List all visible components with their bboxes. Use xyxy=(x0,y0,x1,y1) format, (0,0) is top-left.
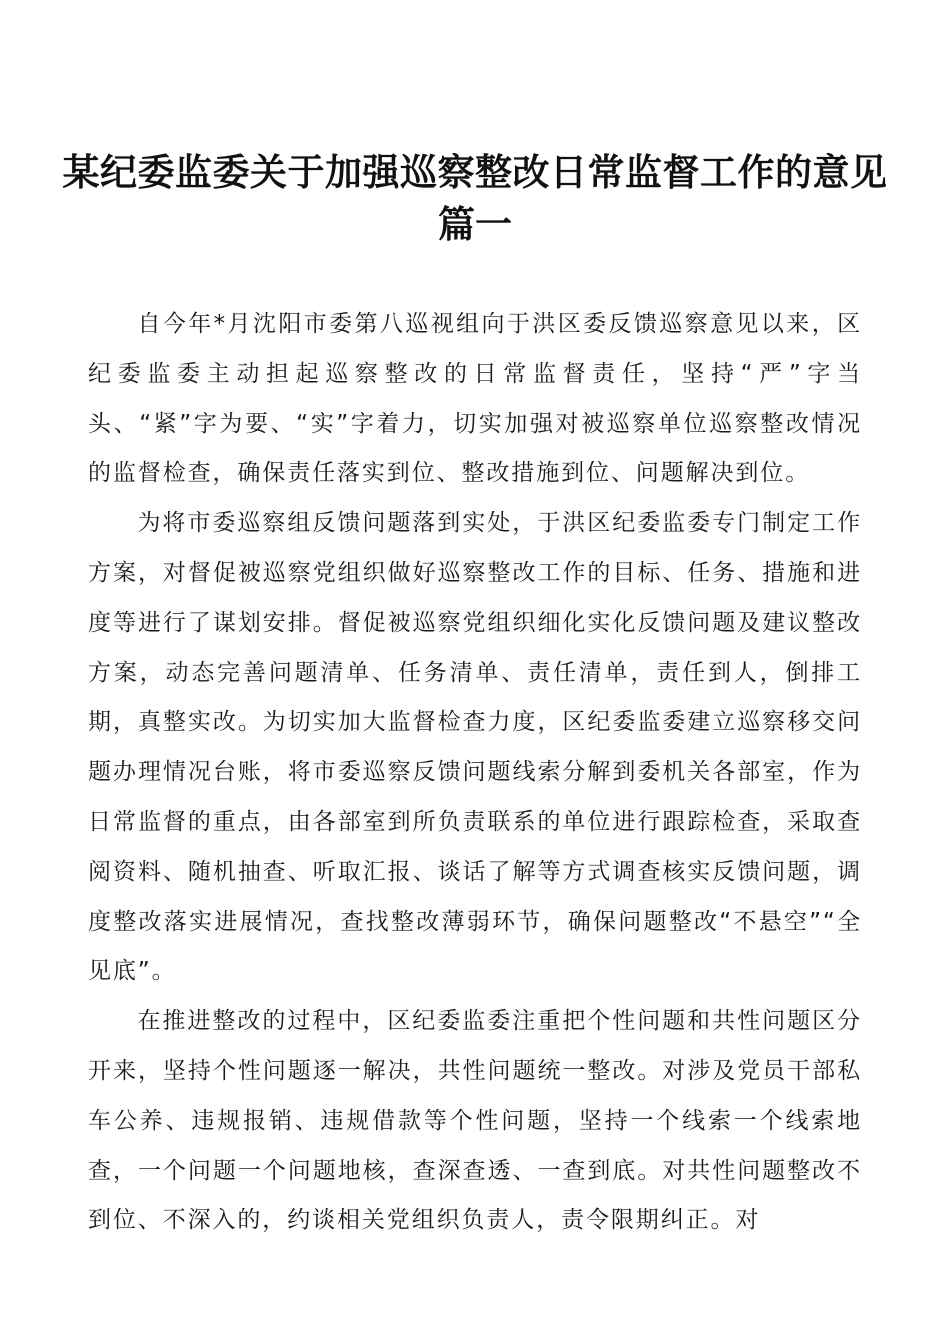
document-title: 某纪委监委关于加强巡察整改日常监督工作的意见 xyxy=(62,150,888,194)
document-subtitle: 篇一 xyxy=(438,202,512,246)
paragraph-2: 为将市委巡察组反馈问题落到实处，于洪区纪委监委专门制定工作方案，对督促被巡察党组织做好巡察整改工作的目标、任务、措施和进度等进行了谋划安排。督促被巡察党组织细化实化反馈问题及建议整改方案，动态完善问题清单、任务清单、责任清单，责任到人，倒排工期，真整实改。为切实加大监督检查力度，区纪委监委建立巡察移交问题办理情况台账，将市委巡察反馈问题线索分解到委机关各部室，作为日常监督的重点，由各部室到所负责联系的单位进行跟踪检查，采取查阅资料、随机抽查、听取汇报、谈话了解等方式调查核实反馈问题，调度整改落实进展情况，查找整改薄弱环节，确保问题整改“不悬空”“全见底”。 xyxy=(88,510,862,985)
document-body xyxy=(88,300,862,1246)
paragraph-3: 在推进整改的过程中，区纪委监委注重把个性问题和共性问题区分开来，坚持个性问题逐一解决，共性问题统一整改。对涉及党员干部私车公养、违规报销、违规借款等个性问题，坚持一个线索一个线索地查，一个问题一个问题地核，查深查透、一查到底。对共性问题整改不到位、不深入的，约谈相关党组织负责人，责令限期纠正。对 xyxy=(88,1008,862,1234)
paragraph-1: 自今年*月沈阳市委第八巡视组向于洪区委反馈巡察意见以来，区纪委监委主动担起巡察整改的日常监督责任，坚持“严”字当头、“紧”字为要、“实”字着力，切实加强对被巡察单位巡察整改情况的监督检查，确保责任落实到位、整改措施到位、问题解决到位。 xyxy=(88,311,862,487)
